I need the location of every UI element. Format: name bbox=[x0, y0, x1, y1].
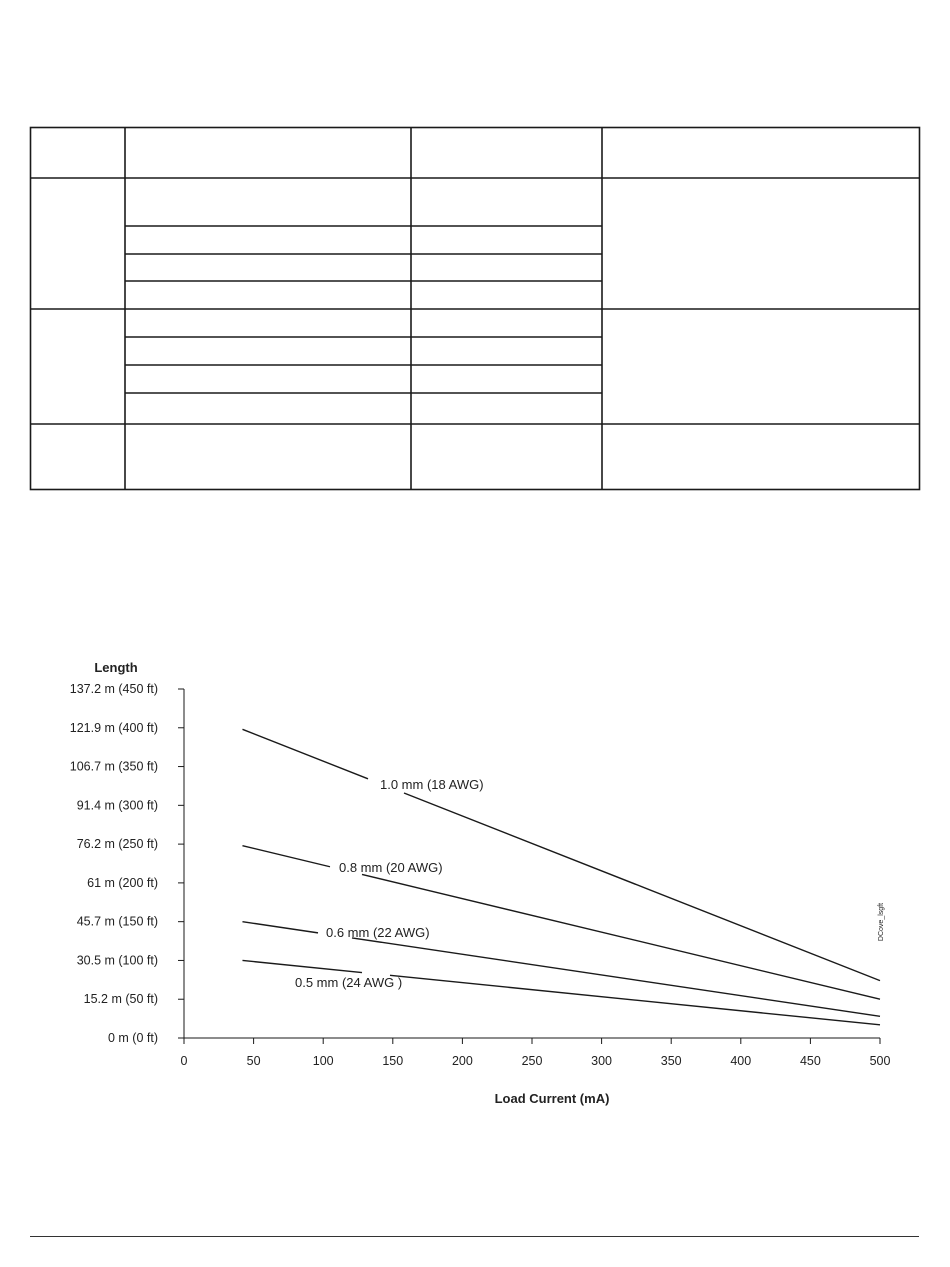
y-axis-title: Length bbox=[94, 660, 138, 675]
x-tick-label: 50 bbox=[246, 1054, 261, 1068]
y-tick-label: 91.4 m (300 ft) bbox=[76, 798, 158, 813]
y-tick-label: 61 m (200 ft) bbox=[87, 875, 158, 890]
y-tick-label: 0 m (0 ft) bbox=[107, 1031, 158, 1045]
x-axis-title: Load Current (mA) bbox=[494, 1091, 610, 1106]
series-label: 0.5 mm (24 AWG ) bbox=[295, 975, 403, 990]
series-line bbox=[242, 729, 368, 778]
series-line bbox=[242, 960, 362, 972]
x-tick-label: 350 bbox=[660, 1054, 682, 1068]
y-tick-label: 76.2 m (250 ft) bbox=[76, 837, 158, 852]
y-tick-label: 30.5 m (100 ft) bbox=[76, 953, 158, 968]
x-tick-label: 100 bbox=[312, 1054, 334, 1068]
footer-rule bbox=[30, 1236, 919, 1237]
x-tick-label: 150 bbox=[382, 1054, 404, 1068]
y-tick-label: 15.2 m (50 ft) bbox=[83, 992, 158, 1007]
x-tick-label: 300 bbox=[591, 1054, 613, 1068]
y-tick-label: 121.9 m (400 ft) bbox=[69, 720, 158, 735]
series-line bbox=[404, 793, 880, 981]
x-tick-label: 250 bbox=[521, 1054, 543, 1068]
side-note: DCove_lsgft bbox=[878, 902, 885, 942]
x-tick-label: 0 bbox=[180, 1054, 188, 1068]
series-line bbox=[242, 922, 318, 933]
y-tick-label: 137.2 m (450 ft) bbox=[69, 682, 158, 696]
series-label: 0.6 mm (22 AWG) bbox=[326, 925, 430, 940]
y-tick-label: 45.7 m (150 ft) bbox=[76, 914, 158, 929]
x-tick-label: 400 bbox=[730, 1054, 752, 1068]
series-line bbox=[242, 846, 330, 867]
x-tick-label: 200 bbox=[451, 1054, 473, 1068]
x-tick-label: 500 bbox=[869, 1054, 891, 1068]
y-tick-label: 106.7 m (350 ft) bbox=[69, 759, 158, 774]
series-label: 1.0 mm (18 AWG) bbox=[380, 777, 484, 792]
series-line bbox=[390, 975, 880, 1024]
series-label: 0.8 mm (20 AWG) bbox=[339, 860, 443, 875]
x-tick-label: 450 bbox=[799, 1054, 821, 1068]
